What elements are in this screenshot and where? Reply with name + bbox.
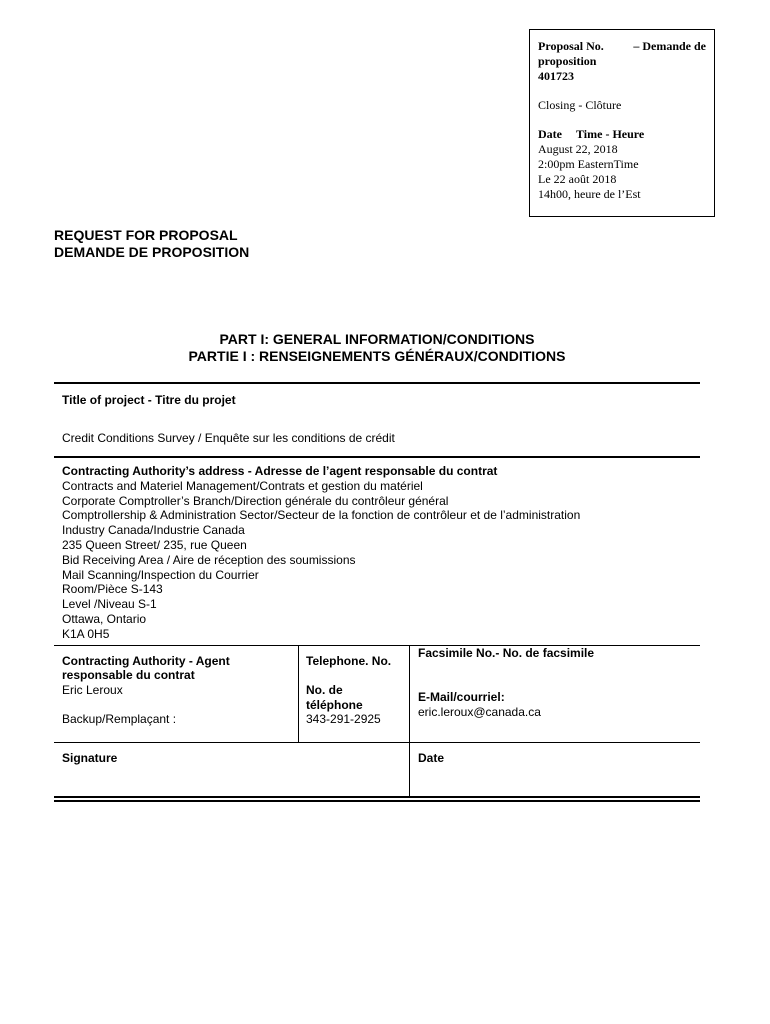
closing-date-fr: Le 22 août 2018 [538, 172, 617, 186]
document-title [54, 227, 249, 261]
closing-date-en: August 22, 2018 [538, 142, 618, 156]
closing-time-fr: 14h00, heure de l’Est [538, 187, 641, 201]
agent-label-cont: responsable du contrat [62, 668, 195, 682]
telephone-label: Telephone. No. [306, 654, 392, 668]
divider-project [54, 456, 700, 458]
project-title-value: Credit Conditions Survey / Enquête sur les conditions de crédit [62, 431, 395, 445]
part-heading-fr: PARTIE I : RENSEIGNEMENTS GÉNÉRAUX/CONDITIONS [188, 348, 566, 364]
title-fr: DEMANDE DE PROPOSITION [54, 244, 250, 260]
date-label: Date [418, 751, 445, 765]
closing-time-en: 2:00pm EasternTime [538, 157, 639, 171]
address-line: Comptrollership & Administration Sector/Secteur de la fonction de contrôleur et de l’administration [62, 508, 581, 523]
address-line: Contracts and Materiel Management/Contrats et gestion du matériel [62, 478, 423, 493]
telephone-label-fr: No. de [306, 683, 343, 697]
part-heading-en: PART I: GENERAL INFORMATION/CONDITIONS [219, 331, 535, 347]
proposal-label-cont: proposition [538, 54, 597, 68]
divider-bottom-1 [54, 796, 700, 798]
proposal-info-box [529, 29, 715, 217]
closing-label: Closing - Clôture [538, 98, 622, 112]
proposal-label: Proposal No. [538, 39, 604, 53]
address-label: Contracting Authority’s address - Adresse de l’agent responsable du contrat [62, 464, 498, 478]
proposal-label-row [538, 39, 706, 54]
agent-name: Eric Leroux [62, 683, 123, 697]
divider-vertical-2 [409, 645, 410, 797]
fax-label: Facsimile No.- No. de facsimile [418, 646, 595, 660]
divider-vertical-1 [298, 645, 299, 742]
divider-address [54, 645, 700, 646]
address-line: Mail Scanning/Inspection du Courrier [62, 567, 259, 582]
signature-label: Signature [62, 751, 118, 765]
backup-label: Backup/Remplaçant : [62, 712, 177, 726]
part-heading [54, 331, 700, 365]
address-line: Industry Canada/Industrie Canada [62, 523, 245, 538]
contracting-authority-address [62, 464, 580, 642]
title-en: REQUEST FOR PROPOSAL [54, 227, 238, 243]
telephone-value: 343-291-2925 [306, 712, 381, 726]
project-title-label: Title of project - Titre du projet [62, 393, 236, 407]
proposal-number: 401723 [538, 69, 574, 83]
email-value: eric.leroux@canada.ca [418, 705, 541, 719]
address-line: Bid Receiving Area / Aire de réception des soumissions [62, 552, 356, 567]
divider-top [54, 382, 700, 384]
telephone-label-fr-cont: téléphone [306, 698, 363, 712]
date-label: Date [538, 127, 562, 141]
divider-bottom-2 [54, 800, 700, 802]
address-line: Corporate Comptroller’s Branch/Direction générale du contrôleur général [62, 493, 449, 508]
time-label: Time - Heure [576, 127, 645, 141]
address-line: K1A 0H5 [62, 626, 110, 641]
divider-contact [54, 742, 700, 743]
date-time-header [538, 127, 706, 142]
agent-label: Contracting Authority - Agent [62, 654, 230, 668]
address-line: Ottawa, Ontario [62, 611, 147, 626]
address-line: Room/Pièce S-143 [62, 582, 163, 597]
address-line: 235 Queen Street/ 235, rue Queen [62, 537, 247, 552]
email-label: E-Mail/courriel: [418, 690, 505, 704]
address-line: Level /Niveau S-1 [62, 597, 157, 612]
proposal-label-fr: – Demande de [633, 39, 706, 53]
